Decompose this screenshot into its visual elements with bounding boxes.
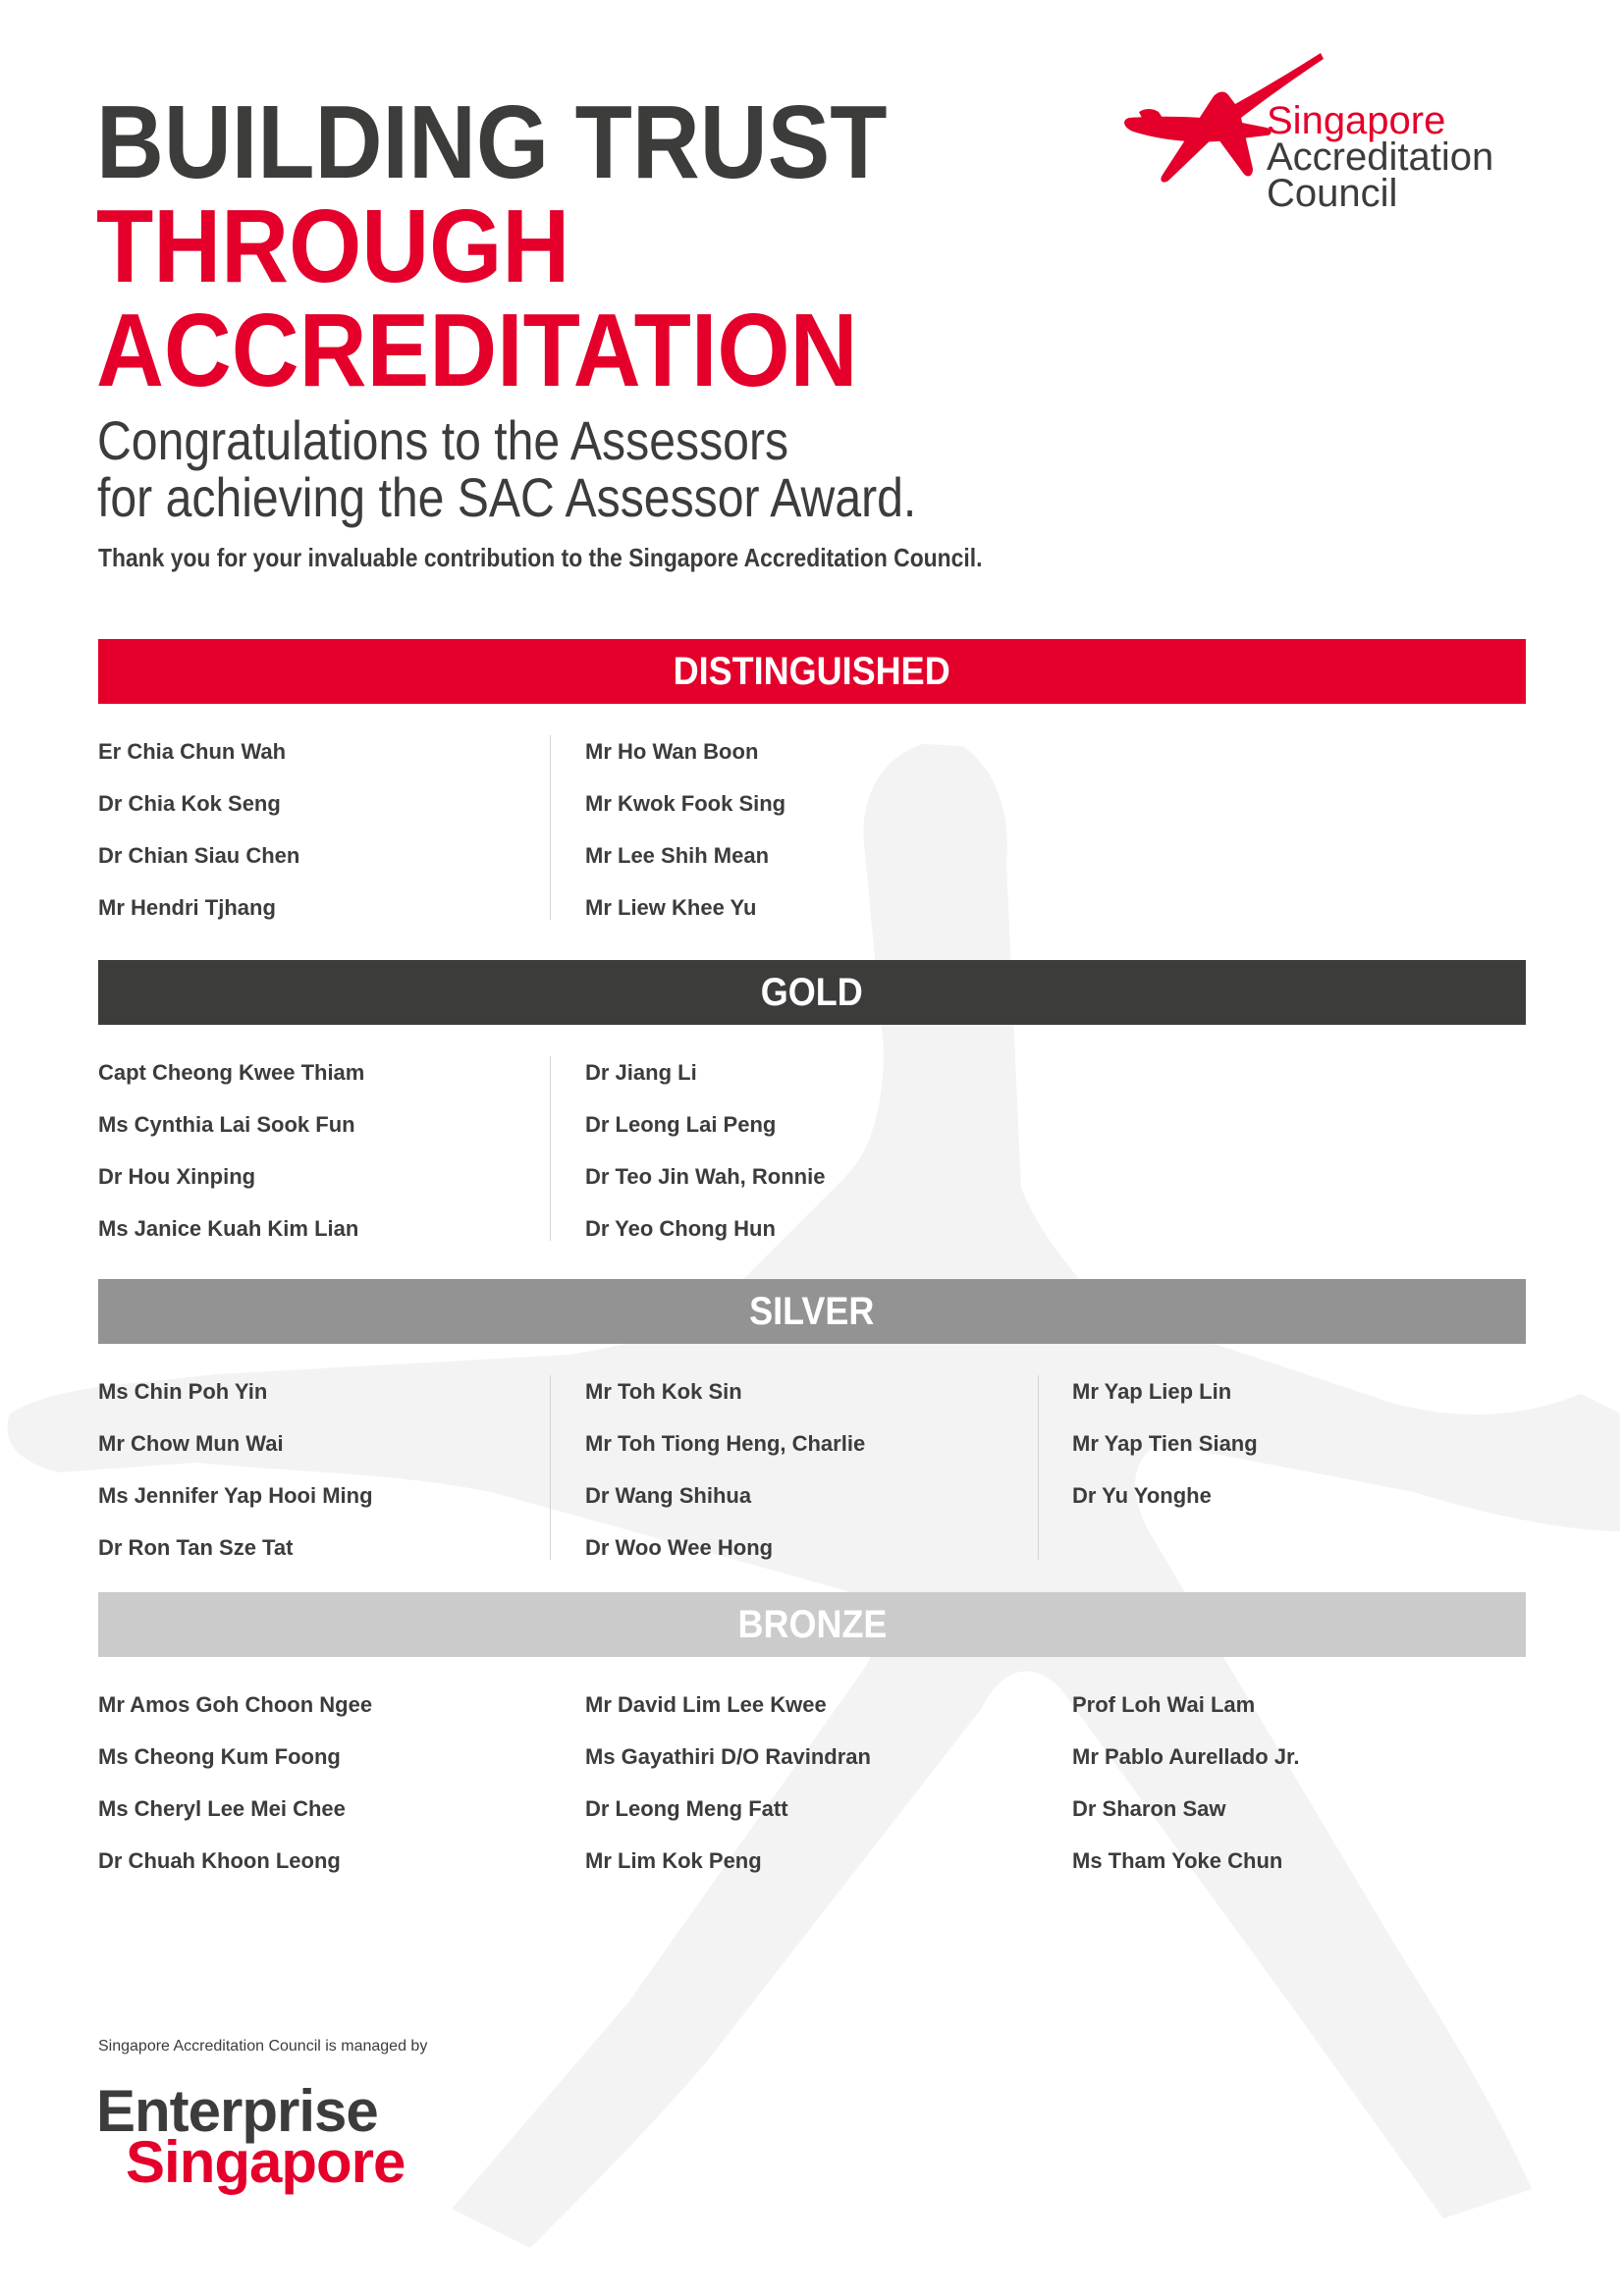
list-item: Mr Pablo Aurellado Jr. — [1072, 1744, 1300, 1769]
list-item: Ms Chin Poh Yin — [98, 1379, 268, 1404]
bronze-band — [98, 1592, 1526, 1657]
list-item: Dr Ron Tan Sze Tat — [98, 1535, 294, 1560]
managed-by-note: Singapore Accreditation Council is managed by — [98, 2038, 428, 2055]
distinguished-title: DISTINGUISHED — [673, 650, 951, 693]
list-item: Dr Woo Wee Hong — [585, 1535, 774, 1560]
silver-title: SILVER — [749, 1290, 875, 1333]
enterprise-singapore-logo-line-2: Singapore — [126, 2129, 406, 2195]
list-item: Mr Yap Liep Lin — [1072, 1379, 1232, 1404]
headline-line-1: BUILDING TRUST — [96, 84, 888, 200]
list-item: Mr Toh Kok Sin — [585, 1379, 742, 1404]
column-divider — [1038, 1375, 1039, 1560]
list-item: Dr Teo Jin Wah, Ronnie — [585, 1164, 826, 1189]
list-item: Dr Leong Meng Fatt — [585, 1796, 788, 1821]
list-item: Mr Hendri Tjhang — [98, 895, 276, 920]
list-item: Er Chia Chun Wah — [98, 739, 287, 764]
list-item: Dr Jiang Li — [585, 1060, 697, 1085]
list-item: Capt Cheong Kwee Thiam — [98, 1060, 365, 1085]
column-divider — [550, 1056, 551, 1241]
list-item: Dr Wang Shihua — [585, 1483, 752, 1508]
list-item: Ms Janice Kuah Kim Lian — [98, 1216, 359, 1241]
congratulations-line-2: for achieving the SAC Assessor Award. — [97, 466, 917, 528]
list-item: Dr Chia Kok Seng — [98, 791, 281, 816]
sac-logo — [1119, 47, 1532, 224]
sac-logo-line-1: Singapore — [1267, 99, 1446, 142]
list-item: Dr Hou Xinping — [98, 1164, 256, 1189]
list-item: Dr Sharon Saw — [1072, 1796, 1226, 1821]
column-divider — [550, 735, 551, 920]
list-item: Ms Tham Yoke Chun — [1072, 1848, 1283, 1873]
column-divider — [550, 1375, 551, 1560]
list-item: Mr Lim Kok Peng — [585, 1848, 762, 1873]
list-item: Mr Lee Shih Mean — [585, 843, 770, 868]
enterprise-singapore-logo — [96, 2078, 406, 2195]
list-item: Dr Yu Yonghe — [1072, 1483, 1212, 1508]
list-item: Mr Kwok Fook Sing — [585, 791, 786, 816]
list-item: Mr David Lim Lee Kwee — [585, 1692, 827, 1717]
list-item: Ms Cynthia Lai Sook Fun — [98, 1112, 355, 1137]
enterprise-singapore-logo-line-1: Enterprise — [96, 2078, 378, 2144]
list-item: Mr Chow Mun Wai — [98, 1431, 284, 1456]
sac-logo-line-3: Council — [1267, 172, 1398, 215]
headline-line-3: ACCREDITATION — [96, 293, 858, 408]
list-item: Ms Cheryl Lee Mei Chee — [98, 1796, 346, 1821]
list-item: Ms Cheong Kum Foong — [98, 1744, 341, 1769]
list-item: Dr Yeo Chong Hun — [585, 1216, 776, 1241]
gold-band — [98, 960, 1526, 1025]
list-item: Prof Loh Wai Lam — [1072, 1692, 1256, 1717]
headline — [96, 84, 975, 408]
sac-logo-line-2: Accreditation — [1267, 135, 1494, 179]
list-item: Mr Liew Khee Yu — [585, 895, 757, 920]
list-item: Ms Jennifer Yap Hooi Ming — [98, 1483, 373, 1508]
congratulations-line-1: Congratulations to the Assessors — [97, 409, 789, 471]
congratulations-subheading — [97, 409, 1050, 528]
thank-you-note: Thank you for your invaluable contribution to the Singapore Accreditation Council. — [98, 543, 983, 572]
silver-band — [98, 1279, 1526, 1344]
bronze-title: BRONZE — [736, 1603, 887, 1646]
distinguished-band — [98, 639, 1526, 704]
list-item: Dr Leong Lai Peng — [585, 1112, 777, 1137]
list-item: Mr Amos Goh Choon Ngee — [98, 1692, 373, 1717]
headline-line-2: THROUGH — [96, 188, 570, 304]
gold-title: GOLD — [760, 971, 863, 1014]
list-item: Mr Yap Tien Siang — [1072, 1431, 1258, 1456]
list-item: Dr Chuah Khoon Leong — [98, 1848, 341, 1873]
list-item: Ms Gayathiri D/O Ravindran — [585, 1744, 871, 1769]
list-item: Dr Chian Siau Chen — [98, 843, 300, 868]
list-item: Mr Ho Wan Boon — [585, 739, 759, 764]
list-item: Mr Toh Tiong Heng, Charlie — [585, 1431, 866, 1456]
